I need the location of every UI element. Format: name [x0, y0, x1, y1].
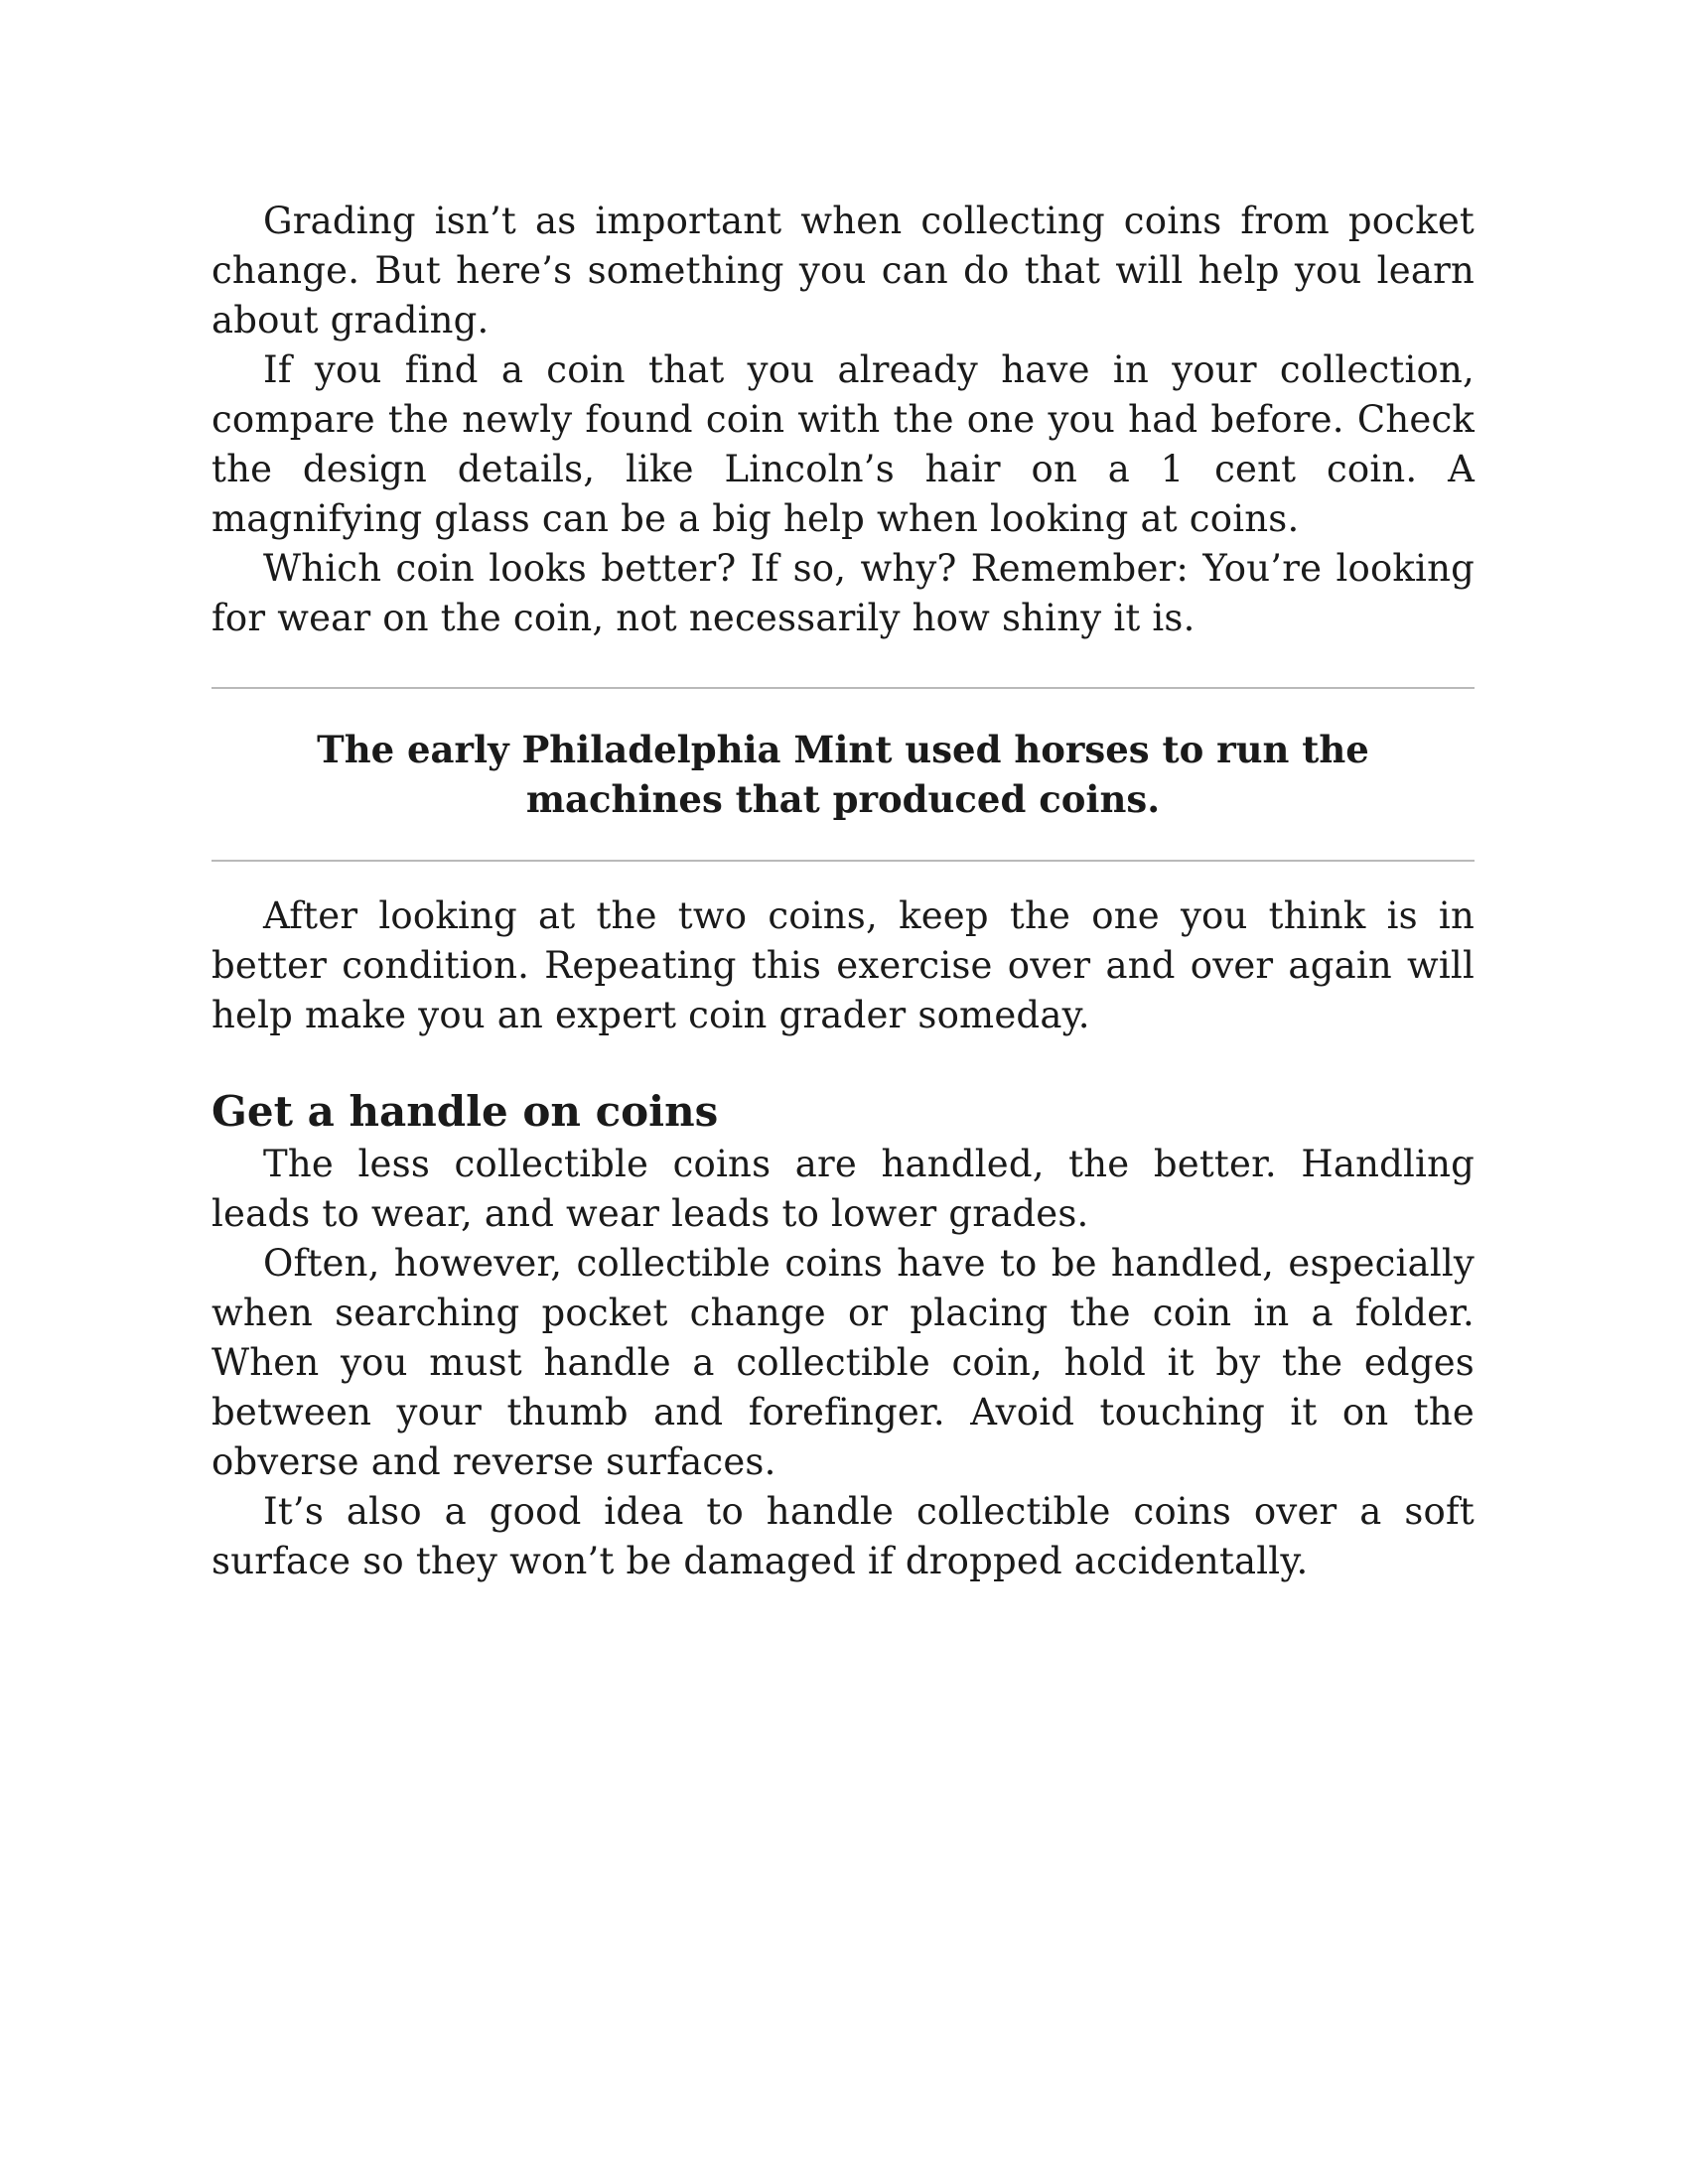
callout-top-divider: [211, 687, 1475, 689]
section-paragraph: It’s also a good idea to handle collectible coins over a soft surface so they won’t be damaged if dropped accidentally.: [211, 1490, 1475, 1582]
section-paragraph: Often, however, collectible coins have to be handled, especially when searching pocket change or placing the coin in a folder. When you must handle a collectible coin, hold it by the edges between your thumb and forefinger. Avoid touching it on the obverse and reverse surfaces.: [211, 1242, 1475, 1483]
callout-fact: The early Philadelphia Mint used horses to run the machines that produced coins.: [317, 728, 1369, 821]
intro-paragraph: Which coin looks better? If so, why? Remember: You’re looking for wear on the coin, not necessarily how shiny it is.: [211, 547, 1475, 639]
intro-paragraph: Grading isn’t as important when collecting coins from pocket change. But here’s something you can do that will help you learn about grading.: [211, 200, 1475, 341]
page-body: [211, 197, 1475, 1586]
section-paragraph: The less collectible coins are handled, the better. Handling leads to wear, and wear leads to lower grades.: [211, 1143, 1475, 1235]
callout-bottom-divider: [211, 860, 1475, 862]
body-paragraph: After looking at the two coins, keep the one you think is in better condition. Repeating this exercise over and over again will help make you an expert coin grader someday.: [211, 894, 1475, 1036]
intro-paragraph: If you find a coin that you already have in your collection, compare the newly found coin with the one you had before. Check the design details, like Lincoln’s hair on a 1 cent coin. A magnifying glass can be a big help when looking at coins.: [211, 348, 1475, 540]
section-heading: Get a handle on coins: [211, 1087, 719, 1136]
